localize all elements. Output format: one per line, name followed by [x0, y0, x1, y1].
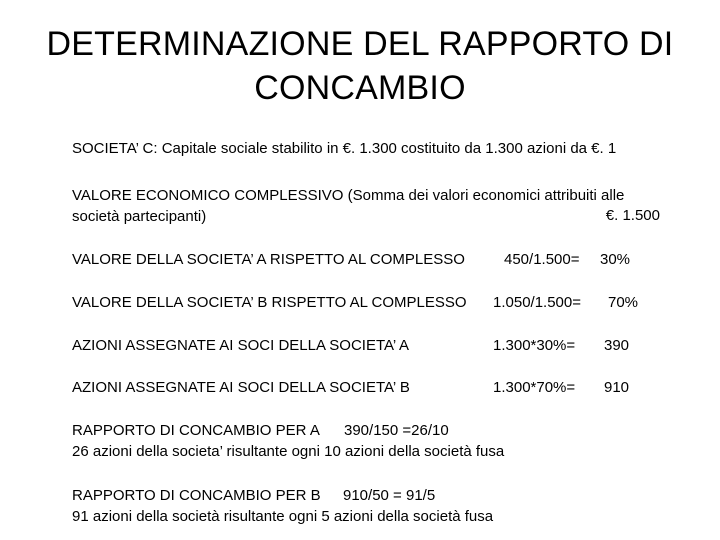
row-label-valore-b: VALORE DELLA SOCIETA’ B RISPETTO AL COMPLESSO	[72, 294, 467, 311]
row-label-azioni-a: AZIONI ASSEGNATE AI SOCI DELLA SOCIETA’ A	[72, 337, 410, 354]
rapporto-b-formula: 910/50 = 91/5	[343, 487, 436, 504]
valore-economico-value: €. 1.500	[605, 207, 660, 224]
valore-economico-line-2: società partecipanti)	[72, 208, 207, 225]
row-formula-valore-a: 450/1.500=	[504, 251, 580, 268]
rapporto-a-label: RAPPORTO DI CONCAMBIO PER A	[72, 422, 320, 439]
slide-title	[0, 22, 720, 110]
row-result-valore-b: 70%	[608, 294, 639, 311]
rapporto-a-formula: 390/150 =26/10	[344, 422, 449, 439]
rapporto-b-desc: 91 azioni della società risultante ogni 5 azioni della società fusa	[72, 508, 494, 525]
valore-economico-line-1: VALORE ECONOMICO COMPLESSIVO (Somma dei valori economici attribuiti alle	[72, 187, 625, 204]
row-result-valore-a: 30%	[600, 251, 631, 268]
row-label-azioni-b: AZIONI ASSEGNATE AI SOCI DELLA SOCIETA’ B	[72, 379, 410, 396]
row-result-azioni-b: 910	[604, 379, 630, 396]
row-label-valore-a: VALORE DELLA SOCIETA’ A RISPETTO AL COMPLESSO	[72, 251, 465, 268]
row-formula-azioni-a: 1.300*30%=	[493, 337, 576, 354]
slide-title-line-2: CONCAMBIO	[254, 69, 466, 107]
slide-title-line-1: DETERMINAZIONE DEL RAPPORTO DI	[46, 25, 674, 63]
row-formula-valore-b: 1.050/1.500=	[493, 294, 582, 311]
row-result-azioni-a: 390	[604, 337, 630, 354]
rapporto-a-desc: 26 azioni della societa’ risultante ogni 10 azioni della società fusa	[72, 443, 505, 460]
row-formula-azioni-b: 1.300*70%=	[493, 379, 576, 396]
rapporto-b-label: RAPPORTO DI CONCAMBIO PER B	[72, 487, 321, 504]
societa-c-text: SOCIETA’ C: Capitale sociale stabilito in €. 1.300 costituito da 1.300 azioni da €. 1	[72, 140, 617, 157]
